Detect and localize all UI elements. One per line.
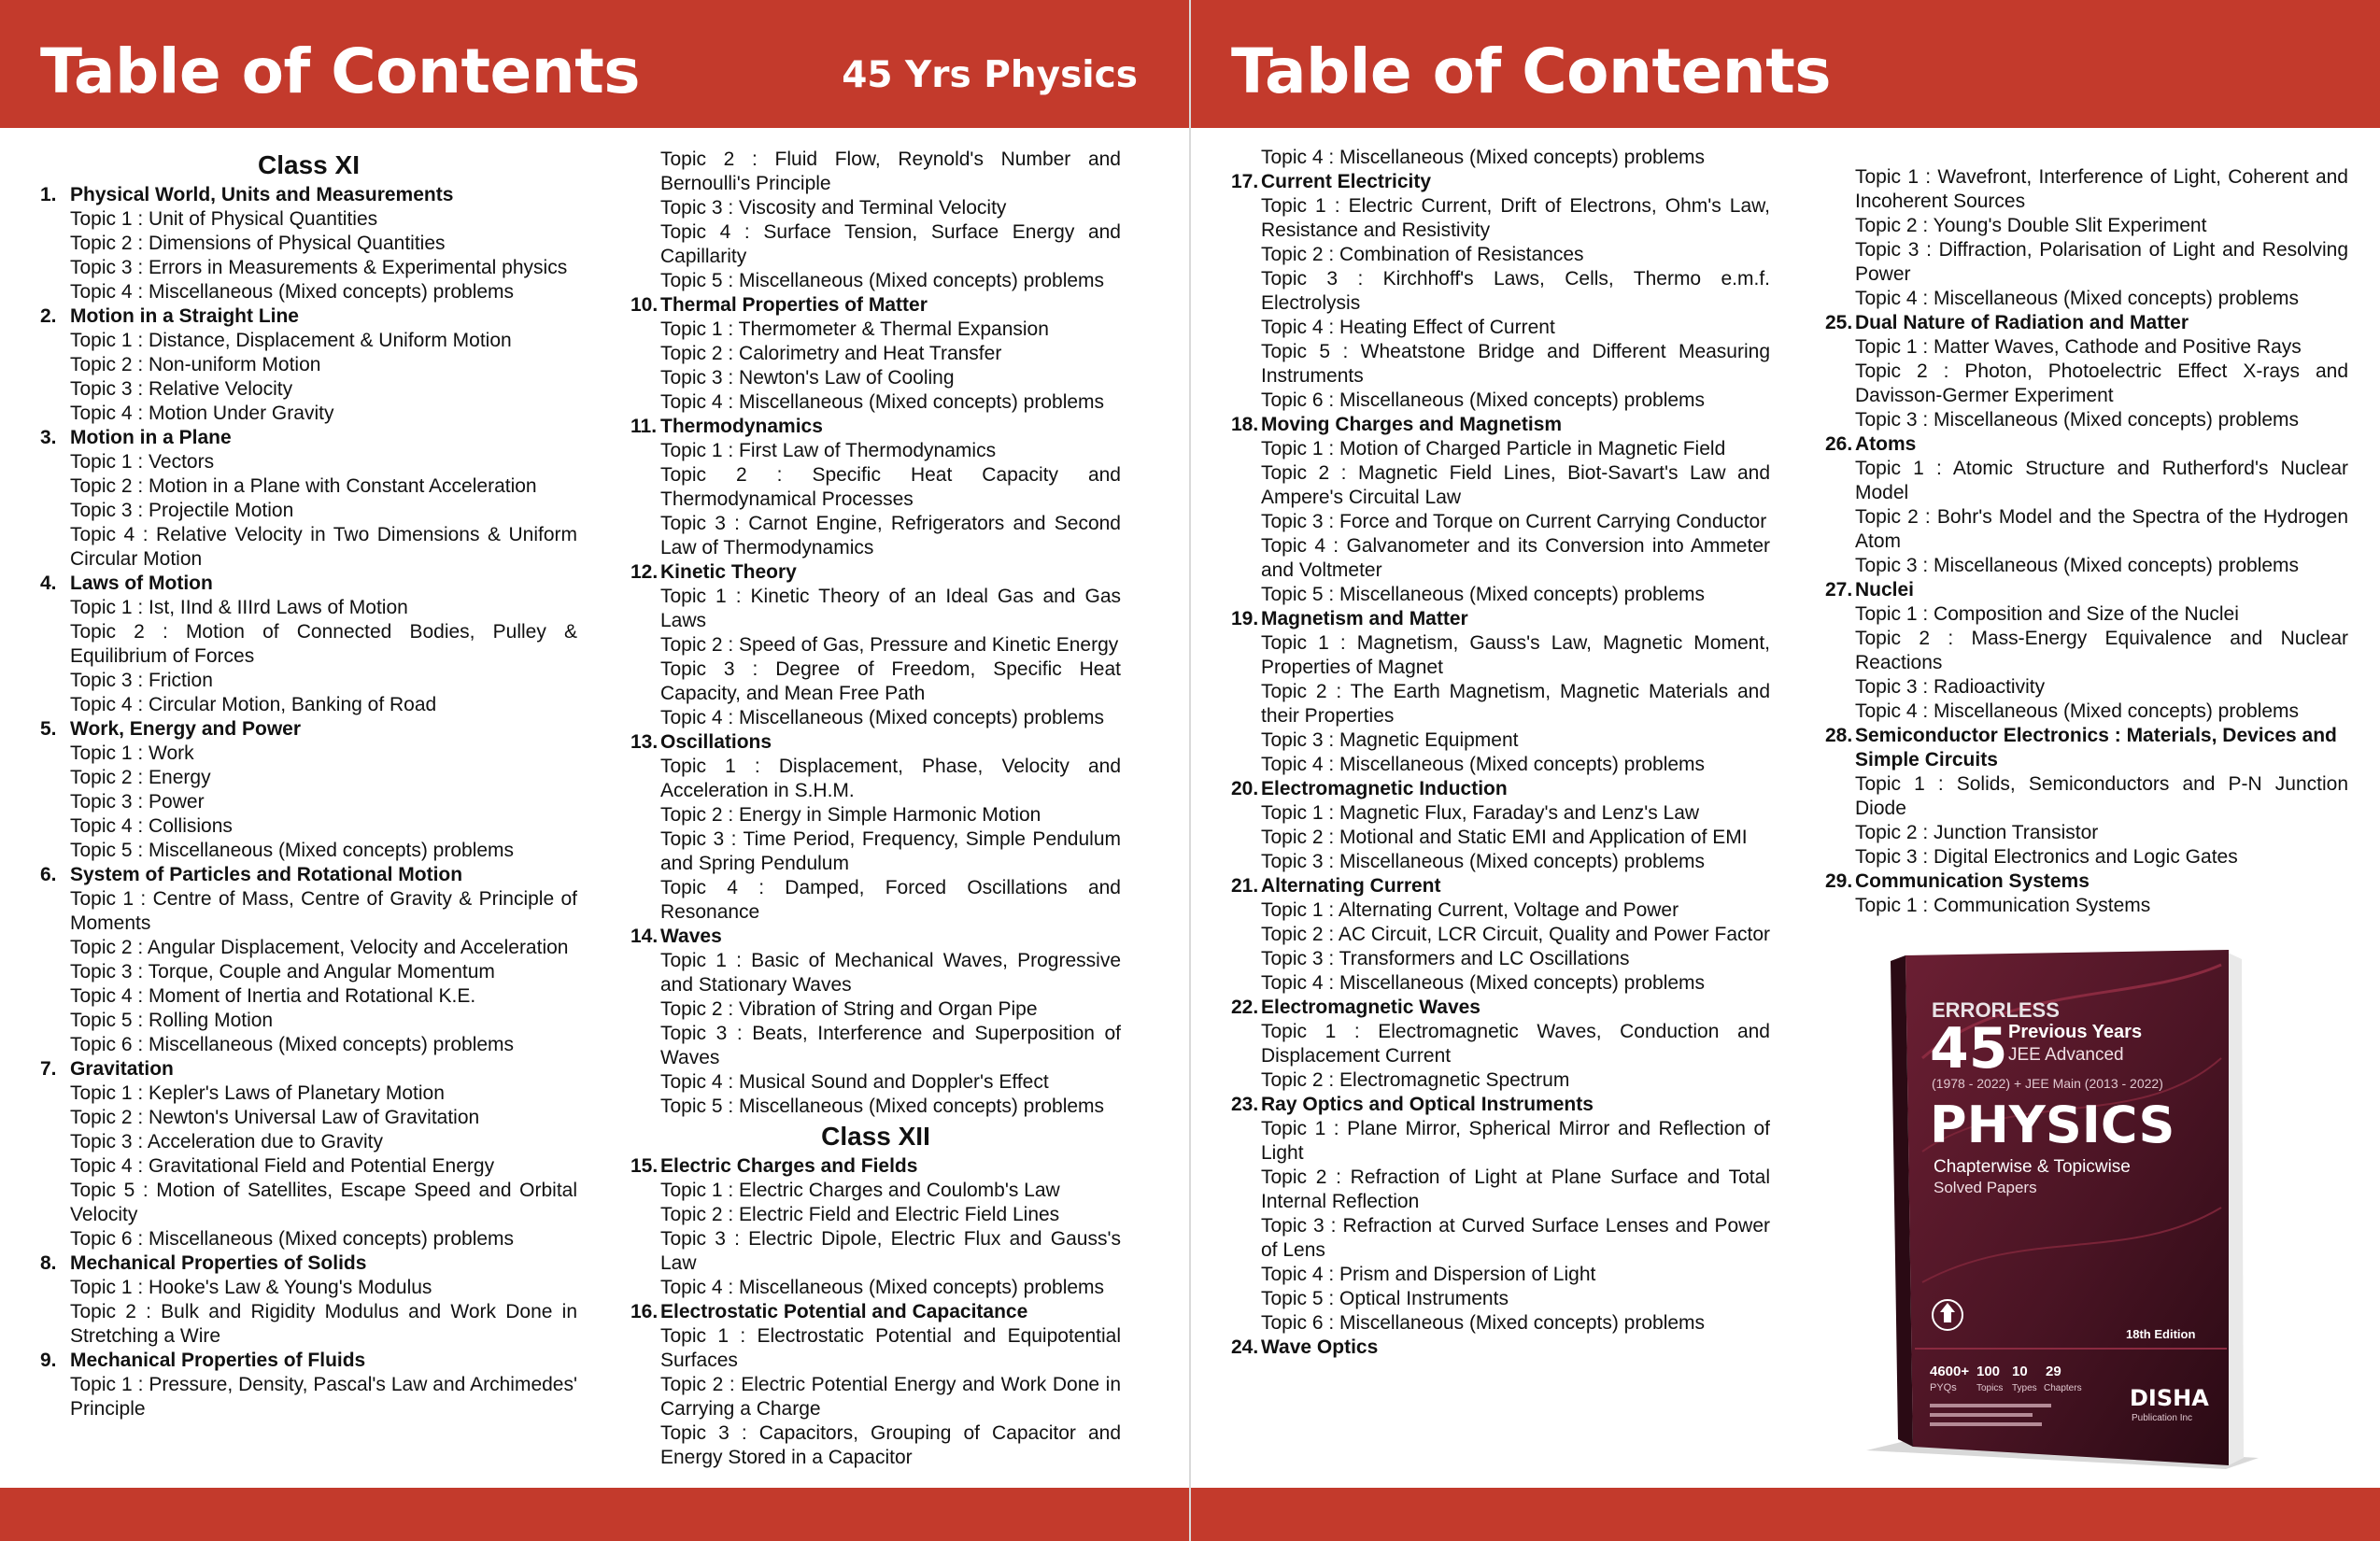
topic-entry: Topic 2 : Mass-Energy Equivalence and Nuclear Reactions [1855,628,2348,673]
cover-edition: 18th Edition [2126,1327,2196,1341]
topic-entry: Topic 1 : Pressure, Density, Pascal's Law and Archimedes' Principle [70,1374,577,1420]
chapter-title: Oscillations [660,731,772,753]
chapter-number: 19. [1231,608,1259,629]
chapter-title: Nuclei [1855,579,1915,601]
toc-column-1 [40,148,577,1421]
cover-stat-2-value: 100 [1976,1364,2001,1379]
topic-entry: Topic 4 : Damped, Forced Oscillations and Resonance [660,877,1121,923]
cover-publisher-sub: Publication Inc [2132,1413,2193,1423]
chapter-number: 8. [40,1252,57,1274]
chapter-title: Communication Systems [1855,870,2090,892]
cover-publisher: DISHA [2130,1385,2209,1411]
chapter-heading [630,415,1121,439]
topic-entry: Topic 1 : Kinetic Theory of an Ideal Gas and Gas Laws [660,586,1121,631]
topic-entry: Topic 2 : Photon, Photoelectric Effect X-rays and Davisson-Germer Experiment [1855,361,2348,406]
chapter-heading [40,863,577,887]
topic-entry: Topic 3 : Electric Dipole, Electric Flux and Gauss's Law [660,1228,1121,1274]
topic-entry: Topic 1 : Electric Charges and Coulomb's Law [660,1180,1060,1201]
chapter-title: Alternating Current [1261,875,1441,897]
chapter-title: Waves [660,926,722,947]
topic-entry: Topic 1 : Displacement, Phase, Velocity and Acceleration in S.H.M. [660,756,1121,801]
chapter-title: Electric Charges and Fields [660,1155,918,1177]
topic-entry: Topic 3 : Miscellaneous (Mixed concepts) problems [1855,409,2300,431]
chapter-title: Wave Optics [1261,1336,1379,1358]
chapter-number: 17. [1231,171,1259,192]
topic-entry: Topic 1 : Communication Systems [1855,895,2151,916]
topic-entry: Topic 4 : Collisions [70,815,233,837]
topic-entry: Topic 3 : Viscosity and Terminal Velocity [660,197,1007,219]
topic-entry: Topic 1 : Alternating Current, Voltage and Power [1261,899,1679,921]
topic-entry: Topic 1 : Composition and Size of the Nuclei [1855,603,2239,625]
chapter-title: Mechanical Properties of Fluids [70,1350,366,1371]
topic-entry: Topic 1 : Centre of Mass, Centre of Gravity & Principle of Moments [70,888,577,934]
topic-entry: Topic 1 : Vectors [70,451,215,473]
topic-entry: Topic 3 : Friction [70,670,213,691]
topic-entry: Topic 4 : Miscellaneous (Mixed concepts) problems [1261,972,1706,994]
book-cover-image [1857,946,2268,1469]
topic-entry: Topic 2 : Motion of Connected Bodies, Pulley & Equilibrium of Forces [70,621,577,667]
topic-entry: Topic 2 : Specific Heat Capacity and Thermodynamical Processes [660,464,1121,510]
topic-entry: Topic 6 : Miscellaneous (Mixed concepts) problems [1261,1312,1706,1334]
topic-entry: Topic 4 : Miscellaneous (Mixed concepts) problems [660,391,1105,413]
chapter-number: 23. [1231,1094,1259,1115]
topic-entry: Topic 2 : Combination of Resistances [1261,244,1584,265]
chapter-title: Semiconductor Electronics : Materials, Devices and Simple Circuits [1855,725,2337,770]
topic-entry: Topic 3 : Carnot Engine, Refrigerators and Second Law of Thermodynamics [660,513,1121,558]
cover-stat-3-value: 10 [2012,1364,2028,1379]
chapter-heading [1825,311,2348,335]
chapter-title: Electromagnetic Induction [1261,778,1508,799]
topic-entry: Topic 3 : Miscellaneous (Mixed concepts) problems [1855,555,2300,576]
chapter-number: 27. [1825,579,1853,601]
chapter-title: Thermodynamics [660,416,823,437]
topic-entry: Topic 1 : Solids, Semiconductors and P-N Junction Diode [1855,773,2348,819]
chapter-number: 6. [40,864,57,885]
topic-entry: Topic 2 : Young's Double Slit Experiment [1855,215,2207,236]
chapter-number: 29. [1825,870,1853,892]
left-header-bar [0,0,1189,128]
topic-entry: Topic 2 : Vibration of String and Organ Pipe [660,998,1038,1020]
chapter-number: 15. [630,1155,659,1177]
topic-entry: Topic 1 : Electromagnetic Waves, Conduction and Displacement Current [1261,1021,1770,1067]
topic-entry: Topic 5 : Optical Instruments [1261,1288,1509,1309]
chapter-heading [1825,724,2348,772]
topic-entry: Topic 5 : Wheatstone Bridge and Different Measuring Instruments [1261,341,1770,387]
topic-entry: Topic 4 : Miscellaneous (Mixed concepts) problems [1261,754,1706,775]
chapter-heading [40,1057,577,1082]
class-heading: Class XII [821,1122,930,1151]
chapter-heading [1231,874,1770,898]
chapter-number: 5. [40,718,57,740]
topic-entry: Topic 3 : Degree of Freedom, Specific Heat Capacity, and Mean Free Path [660,658,1121,704]
cover-stats-divider [1915,1348,2227,1350]
cover-subject: PHYSICS [1930,1096,2175,1154]
cover-number: 45 [1930,1016,2008,1082]
right-footer-bar [1191,1488,2380,1541]
topic-entry: Topic 2 : Non-uniform Motion [70,354,321,375]
chapter-heading [1231,1336,1770,1360]
topic-entry: Topic 1 : Basic of Mechanical Waves, Progressive and Stationary Waves [660,950,1121,996]
topic-entry: Topic 3 : Acceleration due to Gravity [70,1131,384,1152]
topic-entry: Topic 3 : Newton's Law of Cooling [660,367,955,389]
topic-entry: Topic 4 : Miscellaneous (Mixed concepts) problems [660,707,1105,728]
topic-entry: Topic 2 : Motion in a Plane with Constant Acceleration [70,475,537,497]
topic-entry: Topic 1 : Wavefront, Interference of Light, Coherent and Incoherent Sources [1855,166,2348,212]
topic-entry: Topic 2 : The Earth Magnetism, Magnetic Materials and their Properties [1261,681,1770,727]
topic-entry: Topic 1 : Ist, IInd & IIIrd Laws of Motion [70,597,408,618]
topic-entry: Topic 2 : Fluid Flow, Reynold's Number and Bernoulli's Principle [660,148,1121,194]
topic-entry: Topic 5 : Miscellaneous (Mixed concepts) problems [70,840,515,861]
topic-entry: Topic 2 : Energy in Simple Harmonic Motion [660,804,1041,826]
cover-stat-4-label: Chapters [2044,1383,2082,1393]
chapter-heading [1825,869,2348,894]
chapter-heading [40,304,577,329]
topic-entry: Topic 1 : Magnetism, Gauss's Law, Magnetic Moment, Properties of Magnet [1261,632,1770,678]
chapter-heading [1825,578,2348,602]
chapter-heading [40,1251,577,1276]
toc-column-4 [1825,165,2348,918]
topic-entry: Topic 3 : Capacitors, Grouping of Capacitor and Energy Stored in a Capacitor [660,1422,1121,1468]
topic-entry: Topic 1 : Matter Waves, Cathode and Positive Rays [1855,336,2302,358]
chapter-heading [40,183,577,207]
topic-entry: Topic 1 : Electric Current, Drift of Electrons, Ohm's Law, Resistance and Resistivity [1261,195,1770,241]
left-page [0,0,1189,1541]
chapter-title: Motion in a Straight Line [70,305,299,327]
cover-fineprint-line-2 [1930,1413,2033,1417]
cover-stat-3-label: Types [2012,1383,2037,1393]
topic-entry: Topic 3 : Torque, Couple and Angular Momentum [70,961,495,983]
topic-entry: Topic 5 : Miscellaneous (Mixed concepts) problems [1261,584,1706,605]
topic-entry: Topic 2 : Newton's Universal Law of Gravitation [70,1107,480,1128]
topic-entry: Topic 1 : Plane Mirror, Spherical Mirror and Reflection of Light [1261,1118,1770,1164]
topic-entry: Topic 2 : Speed of Gas, Pressure and Kinetic Energy [660,634,1119,656]
toc-column-2 [630,148,1121,1470]
class-heading: Class XI [258,150,360,179]
topic-entry: Topic 6 : Miscellaneous (Mixed concepts) problems [70,1228,515,1250]
cover-years: Previous Years [2008,1022,2143,1042]
chapter-heading [1231,777,1770,801]
chapter-title: Work, Energy and Power [70,718,302,740]
cover-tagline-1: Chapterwise & Topicwise [1934,1157,2131,1177]
topic-entry: Topic 2 : Angular Displacement, Velocity and Acceleration [70,937,569,958]
chapter-number: 20. [1231,778,1259,799]
chapter-heading [40,572,577,596]
topic-entry: Topic 1 : Hooke's Law & Young's Modulus [70,1277,432,1298]
chapter-number: 28. [1825,725,1853,746]
cover-stat-1-value: 4600+ [1930,1364,1970,1379]
topic-entry: Topic 4 : Miscellaneous (Mixed concepts) problems [660,1277,1105,1298]
cover-stat-4-value: 29 [2046,1364,2061,1379]
chapter-title: Dual Nature of Radiation and Matter [1855,312,2189,333]
chapter-heading [1231,607,1770,631]
chapter-title: Ray Optics and Optical Instruments [1261,1094,1594,1115]
topic-entry: Topic 2 : Bulk and Rigidity Modulus and Work Done in Stretching a Wire [70,1301,577,1347]
topic-entry: Topic 3 : Errors in Measurements & Experimental physics [70,257,568,278]
chapter-title: Atoms [1855,433,1917,455]
chapter-heading [1231,413,1770,437]
cover-fineprint-line-3 [1930,1422,2042,1426]
cover-stat-1-label: PYQs [1930,1382,1957,1393]
topic-entry: Topic 3 : Miscellaneous (Mixed concepts) problems [1261,851,1706,872]
topic-entry: Topic 2 : AC Circuit, LCR Circuit, Quality and Power Factor [1261,924,1771,945]
topic-entry: Topic 5 : Miscellaneous (Mixed concepts) problems [660,270,1105,291]
topic-entry: Topic 1 : Atomic Structure and Rutherford's Nuclear Model [1855,458,2348,503]
topic-entry: Topic 4 : Miscellaneous (Mixed concepts) problems [1261,147,1706,168]
chapter-heading [630,560,1121,585]
topic-entry: Topic 2 : Electric Field and Electric Field Lines [660,1204,1060,1225]
chapter-heading [630,1154,1121,1179]
cover-stat-2-label: Topics [1976,1383,2004,1393]
topic-entry: Topic 4 : Miscellaneous (Mixed concepts) problems [1855,288,2300,309]
chapter-heading [1231,170,1770,194]
topic-entry: Topic 5 : Motion of Satellites, Escape Speed and Orbital Velocity [70,1180,577,1225]
topic-entry: Topic 2 : Motional and Static EMI and Application of EMI [1261,827,1748,848]
topic-entry: Topic 3 : Transformers and LC Oscillations [1261,948,1630,969]
chapter-number: 10. [630,294,659,316]
topic-entry: Topic 4 : Miscellaneous (Mixed concepts) problems [1855,700,2300,722]
chapter-number: 13. [630,731,659,753]
chapter-number: 24. [1231,1336,1259,1358]
topic-entry: Topic 4 : Surface Tension, Surface Energy and Capillarity [660,221,1121,267]
cover-range: (1978 - 2022) + JEE Main (2013 - 2022) [1932,1076,2163,1091]
chapter-heading [40,426,577,450]
chapter-number: 7. [40,1058,57,1080]
chapter-heading [630,293,1121,318]
topic-entry: Topic 3 : Relative Velocity [70,378,293,400]
chapter-title: Current Electricity [1261,171,1432,192]
topic-entry: Topic 3 : Force and Torque on Current Carrying Conductor [1261,511,1767,532]
chapter-number: 21. [1231,875,1259,897]
topic-entry: Topic 4 : Relative Velocity in Two Dimensions & Uniform Circular Motion [70,524,577,570]
chapter-heading [630,1300,1121,1324]
topic-entry: Topic 1 : Magnetic Flux, Faraday's and Lenz's Law [1261,802,1700,824]
chapter-number: 16. [630,1301,659,1322]
chapter-heading [40,1349,577,1373]
right-header-bar [1191,0,2380,128]
topic-entry: Topic 2 : Electromagnetic Spectrum [1261,1069,1570,1091]
topic-entry: Topic 5 : Rolling Motion [70,1010,274,1031]
chapter-title: Electrostatic Potential and Capacitance [660,1301,1028,1322]
topic-entry: Topic 1 : Work [70,742,194,764]
book-cover-svg [1857,946,2268,1469]
topic-entry: Topic 4 : Prism and Dispersion of Light [1261,1264,1596,1285]
chapter-title: Physical World, Units and Measurements [70,184,454,205]
chapter-title: Moving Charges and Magnetism [1261,414,1563,435]
chapter-number: 14. [630,926,659,947]
topic-entry: Topic 2 : Junction Transistor [1855,822,2099,843]
topic-entry: Topic 3 : Radioactivity [1855,676,2046,698]
chapter-title: Motion in a Plane [70,427,232,448]
chapter-heading [1825,432,2348,457]
topic-entry: Topic 1 : Thermometer & Thermal Expansion [660,318,1049,340]
topic-entry: Topic 6 : Miscellaneous (Mixed concepts) problems [1261,389,1706,411]
chapter-title: Kinetic Theory [660,561,797,583]
chapter-title: Thermal Properties of Matter [660,294,928,316]
toc-column-3 [1231,146,1770,1360]
topic-entry: Topic 2 : Energy [70,767,211,788]
topic-entry: Topic 3 : Projectile Motion [70,500,294,521]
cover-tagline-2: Solved Papers [1934,1179,2037,1196]
topic-entry: Topic 1 : Motion of Charged Particle in Magnetic Field [1261,438,1726,459]
chapter-title: Electromagnetic Waves [1261,997,1480,1018]
topic-entry: Topic 6 : Miscellaneous (Mixed concepts) problems [70,1034,515,1055]
right-header-title: Table of Contents [1231,35,1832,107]
topic-entry: Topic 3 : Diffraction, Polarisation of Light and Resolving Power [1855,239,2348,285]
topic-entry: Topic 4 : Gravitational Field and Potential Energy [70,1155,495,1177]
left-footer-bar [0,1488,1189,1541]
left-header-title: Table of Contents [40,35,641,107]
chapter-number: 9. [40,1350,57,1371]
chapter-title: Magnetism and Matter [1261,608,1468,629]
topic-entry: Topic 4 : Heating Effect of Current [1261,317,1555,338]
cover-brand: ERRORLESS [1932,998,2060,1022]
chapter-number: 2. [40,305,57,327]
chapter-heading [630,925,1121,949]
chapter-number: 25. [1825,312,1853,333]
chapter-number: 11. [630,416,658,437]
chapter-number: 1. [40,184,57,205]
chapter-title: Laws of Motion [70,573,213,594]
chapter-title: System of Particles and Rotational Motion [70,864,463,885]
chapter-heading [40,717,577,742]
chapter-number: 4. [40,573,57,594]
chapter-number: 22. [1231,997,1259,1018]
topic-entry: Topic 3 : Time Period, Frequency, Simple Pendulum and Spring Pendulum [660,828,1121,874]
topic-entry: Topic 4 : Miscellaneous (Mixed concepts) problems [70,281,515,303]
topic-entry: Topic 2 : Bohr's Model and the Spectra of the Hydrogen Atom [1855,506,2348,552]
topic-entry: Topic 4 : Moment of Inertia and Rotational K.E. [70,985,476,1007]
chapter-title: Gravitation [70,1058,174,1080]
topic-entry: Topic 1 : Electrostatic Potential and Equipotential Surfaces [660,1325,1121,1371]
topic-entry: Topic 4 : Musical Sound and Doppler's Effect [660,1071,1049,1093]
chapter-heading [1231,1093,1770,1117]
cover-fineprint-line-1 [1930,1404,2051,1407]
chapter-heading [630,730,1121,755]
topic-entry: Topic 4 : Motion Under Gravity [70,403,334,424]
topic-entry: Topic 1 : First Law of Thermodynamics [660,440,997,461]
chapter-number: 3. [40,427,57,448]
topic-entry: Topic 2 : Dimensions of Physical Quantities [70,233,446,254]
topic-entry: Topic 1 : Unit of Physical Quantities [70,208,378,230]
topic-entry: Topic 1 : Distance, Displacement & Uniform Motion [70,330,512,351]
topic-entry: Topic 3 : Magnetic Equipment [1261,729,1519,751]
topic-entry: Topic 5 : Miscellaneous (Mixed concepts) problems [660,1096,1105,1117]
topic-entry: Topic 2 : Electric Potential Energy and Work Done in Carrying a Charge [660,1374,1121,1420]
chapter-number: 12. [630,561,659,583]
topic-entry: Topic 4 : Circular Motion, Banking of Road [70,694,437,715]
topic-entry: Topic 3 : Beats, Interference and Superposition of Waves [660,1023,1121,1068]
topic-entry: Topic 3 : Power [70,791,205,813]
chapter-heading [1231,996,1770,1020]
chapter-number: 26. [1825,433,1853,455]
topic-entry: Topic 4 : Galvanometer and its Conversion into Ammeter and Voltmeter [1261,535,1770,581]
topic-entry: Topic 3 : Digital Electronics and Logic Gates [1855,846,2238,868]
chapter-title: Mechanical Properties of Solids [70,1252,367,1274]
topic-entry: Topic 2 : Calorimetry and Heat Transfer [660,343,1002,364]
topic-entry: Topic 1 : Kepler's Laws of Planetary Motion [70,1082,445,1104]
cover-exam: JEE Advanced [2008,1045,2124,1065]
left-header-subtitle: 45 Yrs Physics [842,54,1138,96]
right-page [1191,0,2380,1541]
topic-entry: Topic 3 : Kirchhoff's Laws, Cells, Thermo e.m.f. Electrolysis [1261,268,1770,314]
topic-entry: Topic 2 : Refraction of Light at Plane Surface and Total Internal Reflection [1261,1166,1770,1212]
topic-entry: Topic 2 : Magnetic Field Lines, Biot-Savart's Law and Ampere's Circuital Law [1261,462,1770,508]
topic-entry: Topic 3 : Refraction at Curved Surface Lenses and Power of Lens [1261,1215,1770,1261]
chapter-number: 18. [1231,414,1259,435]
